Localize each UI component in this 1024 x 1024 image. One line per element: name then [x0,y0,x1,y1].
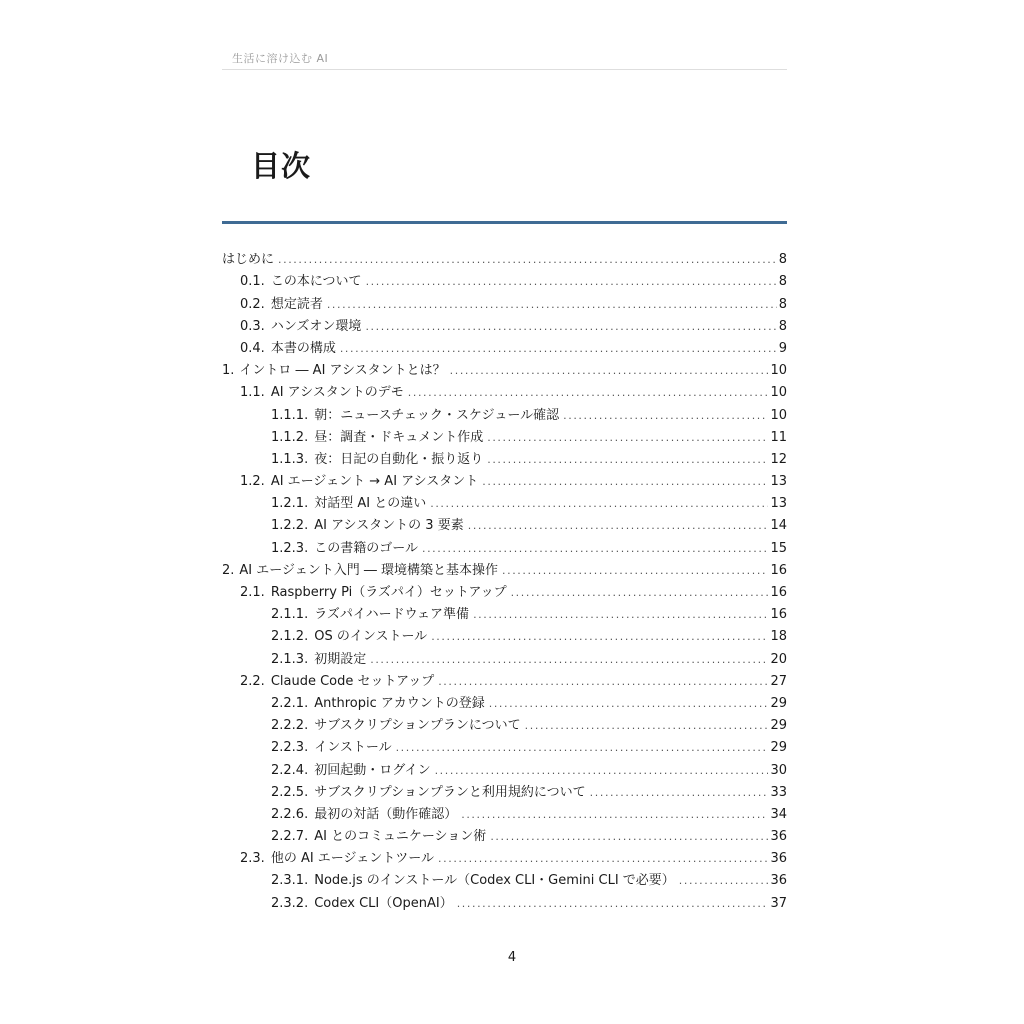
toc-entry[interactable] [222,535,787,557]
toc-entry-page: 27 [770,673,787,689]
toc-entry[interactable] [222,380,787,402]
toc-entry[interactable] [222,491,787,513]
toc-entry[interactable] [222,291,787,313]
toc-entry-page: 8 [778,296,787,312]
toc-entry[interactable] [222,269,787,291]
toc-entry[interactable] [222,247,787,269]
toc-entry-number: 2.2.2. [271,718,309,734]
toc-entry-page: 12 [770,451,787,467]
toc-entry-number: 2.1.2. [271,629,309,645]
toc-entry-title: AI エージェント → AI アシスタント [270,474,479,490]
toc-entry[interactable] [222,802,787,824]
toc-dot-leader [487,429,768,447]
toc-entry-page: 13 [770,496,787,512]
toc-entry-page: 34 [770,806,787,822]
toc-entry-number: 1.2. [240,474,265,490]
toc-entry[interactable] [222,402,787,424]
toc-entry-page: 36 [770,829,787,845]
toc-entry[interactable] [222,513,787,535]
toc-entry[interactable] [222,425,787,447]
toc-entry-page: 8 [778,252,787,268]
toc-dot-leader [468,517,769,535]
running-header: 生活に溶け込む AI [232,52,329,65]
header-divider [222,69,787,70]
toc-entry[interactable] [222,824,787,846]
toc-entry-title: 朝：ニュースチェック・スケジュール確認 [314,407,560,423]
toc-entry-page: 13 [770,474,787,490]
toc-entry-title: インストール [314,740,392,756]
toc-entry-page: 8 [778,274,787,290]
toc-dot-leader [327,296,777,314]
toc-entry[interactable] [222,447,787,469]
toc-entry-page: 15 [770,540,787,556]
toc-entry-title: ラズパイハードウェア準備 [314,607,470,623]
toc-dot-leader [679,872,769,890]
toc-dot-leader [370,651,768,669]
toc-entry-title: 本書の構成 [270,340,336,356]
toc-entry-number: 1.2.3. [271,540,309,556]
toc-entry-number: 1.1.2. [271,429,309,445]
toc-dot-leader [489,695,769,713]
toc-entry[interactable] [222,669,787,691]
toc-entry-page: 33 [770,784,787,800]
toc-entry[interactable] [222,314,787,336]
toc-dot-leader [438,850,768,868]
toc-entry[interactable] [222,602,787,624]
toc-dot-leader [278,251,777,269]
toc-dot-leader [482,473,768,491]
toc-entry-number: 0.1. [240,274,265,290]
toc-entry[interactable] [222,691,787,713]
toc-entry-number: 0.4. [240,340,265,356]
toc-entry[interactable] [222,735,787,757]
toc-dot-leader [435,762,769,780]
toc-entry-page: 36 [770,873,787,889]
toc-entry-number: 2.3.2. [271,895,309,911]
toc-entry-number: 2.1.1. [271,607,309,623]
toc-entry-number: 1.1.1. [271,407,309,423]
page-title: 目次 [251,149,312,183]
toc-dot-leader [473,606,768,624]
toc-entry-title: イントロ ― AI アシスタントとは？ [239,363,446,379]
toc-dot-leader [457,895,769,913]
table-of-contents [222,247,787,913]
toc-entry-number: 2.3.1. [271,873,309,889]
toc-entry-number: 1.1. [240,385,265,401]
toc-dot-leader [502,562,768,580]
toc-entry-title: AI アシスタントの 3 要素 [314,518,464,534]
toc-dot-leader [408,384,769,402]
toc-entry-page: 29 [770,740,787,756]
toc-dot-leader [511,584,769,602]
toc-entry-title: AI アシスタントのデモ [270,385,404,401]
toc-entry-page: 36 [770,851,787,867]
toc-entry-page: 18 [770,629,787,645]
toc-dot-leader [430,495,768,513]
title-divider [222,221,787,224]
toc-dot-leader [450,362,769,380]
toc-dot-leader [365,318,776,336]
toc-entry[interactable] [222,713,787,735]
toc-entry-page: 14 [770,518,787,534]
toc-entry-number: 0.3. [240,318,265,334]
toc-entry-title: ハンズオン環境 [270,318,362,334]
toc-entry-title: OS のインストール [314,629,428,645]
toc-entry-page: 10 [770,363,787,379]
toc-dot-leader [431,628,768,646]
toc-entry-page: 9 [778,340,787,356]
toc-entry[interactable] [222,780,787,802]
toc-entry-number: 2.1.3. [271,651,309,667]
toc-dot-leader [490,828,768,846]
toc-entry[interactable] [222,580,787,602]
toc-dot-leader [461,806,768,824]
toc-entry[interactable] [222,757,787,779]
toc-entry-page: 8 [778,318,787,334]
toc-entry-number: 2.2.3. [271,740,309,756]
toc-entry[interactable] [222,358,787,380]
toc-entry[interactable] [222,846,787,868]
toc-entry-page: 30 [770,762,787,778]
page-number: 4 [507,950,517,965]
toc-entry-title: AI エージェント入門 ― 環境構築と基本操作 [239,562,499,578]
toc-entry-number: 1.1.3. [271,451,309,467]
toc-entry[interactable] [222,868,787,890]
toc-dot-leader [438,673,768,691]
toc-entry-title: Claude Code セットアップ [270,673,435,689]
toc-entry-number: 2.3. [240,851,265,867]
toc-entry-number: 2.2.1. [271,695,309,711]
toc-dot-leader [563,407,768,425]
toc-entry-title: 最初の対話（動作確認） [314,806,458,822]
toc-entry-page: 11 [770,429,787,445]
toc-entry[interactable] [222,646,787,668]
toc-entry-title: Node.js のインストール（Codex CLI・Gemini CLI で必要） [314,873,675,889]
toc-entry-title: Raspberry Pi（ラズパイ）セットアップ [270,585,507,600]
toc-entry-page: 10 [770,407,787,423]
toc-entry-number: 1.2.2. [271,518,309,534]
toc-entry-title: この書籍のゴール [314,540,418,556]
toc-entry-title: 初回起動・ログイン [314,762,431,778]
toc-entry-title: 昼：調査・ドキュメント作成 [314,429,484,445]
toc-dot-leader [487,451,768,469]
toc-dot-leader [525,717,769,735]
toc-entry-page: 29 [770,695,787,711]
toc-entry-title: 初期設定 [314,651,367,667]
toc-entry-title: 対話型 AI との違い [314,496,427,512]
toc-entry[interactable] [222,558,787,580]
toc-dot-leader [590,784,769,802]
toc-entry-number: 2.2.5. [271,784,309,800]
toc-entry-page: 16 [770,607,787,623]
toc-entry-title: Codex CLI（OpenAI） [314,895,453,911]
toc-entry-number: 1.2.1. [271,496,309,512]
toc-dot-leader [422,540,768,558]
toc-dot-leader [366,273,777,291]
toc-entry-title: 夜：日記の自動化・振り返り [314,451,484,467]
toc-entry-page: 20 [770,651,787,667]
toc-entry-number: 2.2.7. [271,829,309,845]
toc-entry-title: AI とのコミュニケーション術 [314,829,487,845]
toc-entry-title: 想定読者 [270,296,323,312]
toc-entry-number: 2.2.6. [271,806,309,822]
toc-entry-page: 16 [770,585,787,600]
toc-entry[interactable] [222,469,787,491]
toc-entry-number: 2. [222,562,235,578]
toc-entry-title: Anthropic アカウントの登録 [314,695,485,711]
toc-dot-leader [340,340,777,358]
toc-entry-title: 他の AI エージェントツール [270,851,435,867]
toc-entry[interactable] [222,624,787,646]
toc-entry-page: 16 [770,562,787,578]
toc-entry-number: 1. [222,363,235,379]
toc-entry-page: 10 [770,385,787,401]
toc-entry-title: はじめに [222,252,275,268]
toc-entry-title: サブスクリプションプランと利用規約について [314,784,586,800]
toc-entry-number: 2.1. [240,585,265,600]
toc-entry[interactable] [222,336,787,358]
toc-entry[interactable] [222,890,787,912]
toc-entry-page: 29 [770,718,787,734]
toc-dot-leader [396,739,769,757]
toc-entry-number: 2.2.4. [271,762,309,778]
toc-entry-number: 2.2. [240,673,265,689]
toc-entry-number: 0.2. [240,296,265,312]
toc-entry-page: 37 [770,895,787,911]
toc-entry-title: サブスクリプションプランについて [314,718,521,734]
toc-entry-title: この本について [270,274,362,290]
